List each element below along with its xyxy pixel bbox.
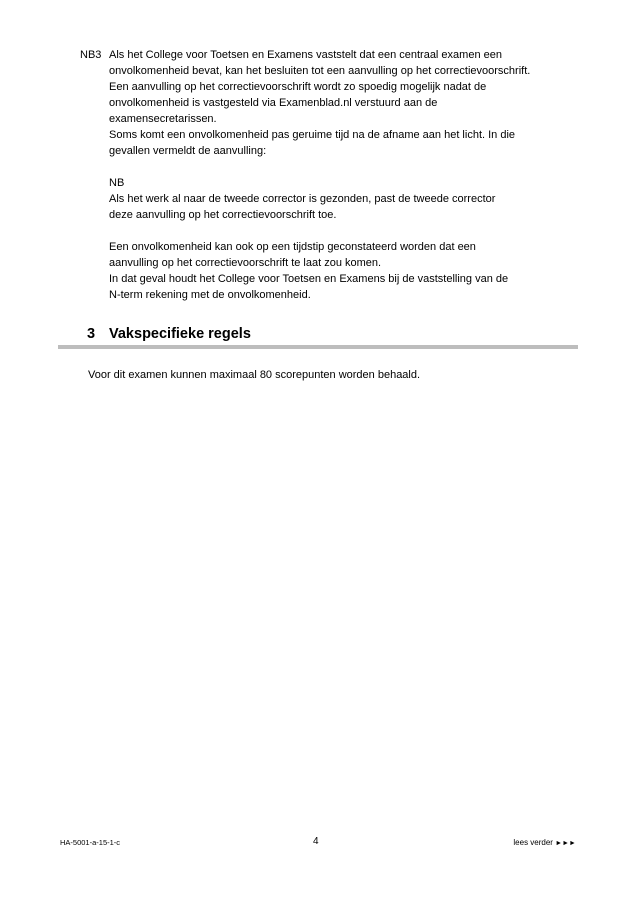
nb3-label: NB3 <box>80 49 102 61</box>
nb3-para1-line: Soms komt een onvolkomenheid pas geruime tijd na de afname aan het licht. In die <box>109 129 516 141</box>
footer-page-number: 4 <box>313 836 319 847</box>
nb3-para1-line: onvolkomenheid is vastgesteld via Examenblad.nl verstuurd aan de <box>109 97 438 109</box>
paragraph-gap <box>109 159 609 175</box>
triple-arrow-icon: ►►► <box>555 840 576 847</box>
footer-continue <box>513 838 576 849</box>
nb3-para1-line: Als het College voor Toetsen en Examens vaststelt dat een centraal examen een <box>109 49 502 61</box>
section-heading <box>87 324 251 344</box>
section-number: 3 <box>87 326 96 342</box>
nb3-para1-line: Een aanvulling op het correctievoorschrift wordt zo spoedig mogelijk nadat de <box>109 81 487 93</box>
nb3-para3-line: N-term rekening met de onvolkomenheid. <box>109 289 311 301</box>
nb3-para1-line: gevallen vermeldt de aanvulling: <box>109 145 267 157</box>
nb3-body <box>109 47 609 303</box>
nb-heading: NB <box>109 177 125 189</box>
section-body-text: Voor dit examen kunnen maximaal 80 scorepunten worden behaald. <box>88 369 421 381</box>
nb3-para3-line: Een onvolkomenheid kan ook op een tijdstip geconstateerd worden dat een <box>109 241 476 253</box>
footer-exam-code: HA-5001-a-15-1-c <box>60 838 121 847</box>
nb3-para2-line: Als het werk al naar de tweede corrector is gezonden, past de tweede corrector <box>109 193 496 205</box>
nb3-para1-line: examensecretarissen. <box>109 113 217 125</box>
nb3-para3-line: aanvulling op het correctievoorschrift te laat zou komen. <box>109 257 382 269</box>
section-divider <box>58 345 578 349</box>
nb3-para2-line: deze aanvulling op het correctievoorschrift toe. <box>109 209 337 221</box>
section-title: Vakspecifieke regels <box>109 326 251 342</box>
nb3-para1-line: onvolkomenheid bevat, kan het besluiten tot een aanvulling op het correctievoorschrift. <box>109 65 531 77</box>
paragraph-gap <box>109 223 609 239</box>
nb3-para3-line: In dat geval houdt het College voor Toetsen en Examens bij de vaststelling van de <box>109 273 509 285</box>
footer-continue-label: lees verder <box>513 838 553 847</box>
